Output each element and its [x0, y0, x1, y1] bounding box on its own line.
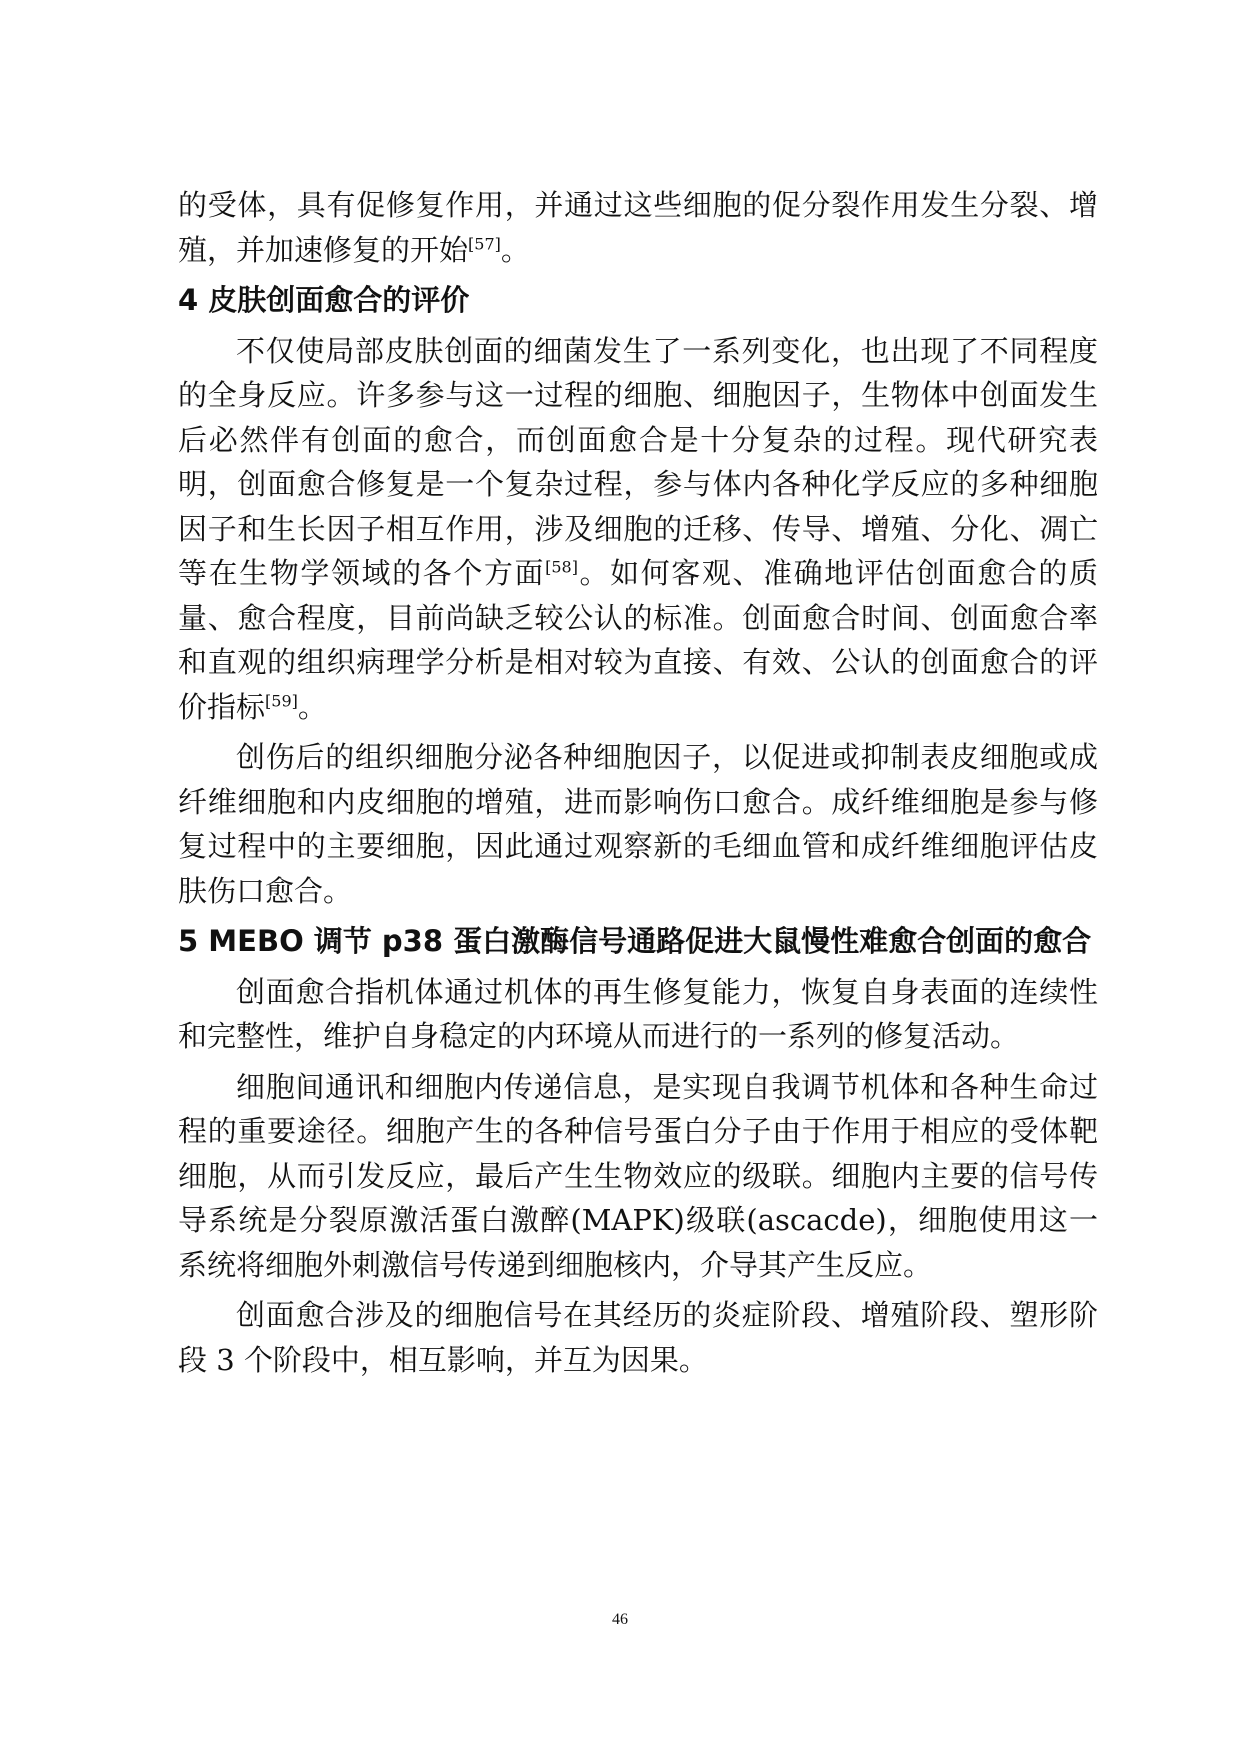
citation-58: [58] — [545, 557, 578, 577]
page-body — [178, 183, 1098, 1388]
citation-59: [59] — [265, 690, 298, 710]
page-number: 46 — [612, 1611, 628, 1628]
citation-57: [57] — [468, 233, 501, 253]
paragraph-fibroblast: 创伤后的组织细胞分泌各种细胞因子，以促进或抑制表皮细胞或成纤维细胞和内皮细胞的增殖，进而影响伤口愈合。成纤维细胞是参与修复过程中的主要细胞，因此通过观察新的毛细血管和成纤维细胞评估皮肤伤口愈合。 — [178, 740, 1098, 908]
paragraph-tail: 。 — [500, 232, 530, 267]
paragraph-evaluation — [178, 329, 1098, 730]
section-title: MEBO 调节 p38 蛋白激酶信号通路促进大鼠慢性难愈合创面的愈合 — [208, 924, 1092, 958]
section-title: 皮肤创面愈合的评价 — [208, 283, 470, 317]
paragraph-text: 。如何客观、准确地评估创面愈合的质量、愈合程度，目前尚缺乏较公认的标准。创面愈合时间、创面愈合率和直观的组织病理学分析是相对较为直接、有效、公认的创面愈合的评价指标 — [178, 556, 1098, 724]
paragraph-healing-stages: 创面愈合涉及的细胞信号在其经历的炎症阶段、增殖阶段、塑形阶段 3 个阶段中，相互影响，并互为因果。 — [178, 1298, 1098, 1377]
paragraph-text: 的受体，具有促修复作用，并通过这些细胞的促分裂作用发生分裂、增殖，并加速修复的开始 — [178, 188, 1098, 267]
section-number: 5 — [178, 924, 199, 958]
paragraph-tail: 。 — [297, 689, 327, 724]
section-number: 4 — [178, 283, 199, 317]
paragraph-text: 不仅使局部皮肤创面的细菌发生了一系列变化，也出现了不同程度的全身反应。许多参与这一过程的细胞、细胞因子，生物体中创面发生后必然伴有创面的愈合，而创面愈合是十分复杂的过程。现代研究表明，创面愈合修复是一个复杂过程，参与体内各种化学反应的多种细胞因子和生长因子相互作用，涉及细胞的迁移、传导、增殖、分化、凋亡等在生物学领域的各个方面 — [178, 333, 1098, 590]
section-heading-5 — [178, 919, 1098, 964]
section-heading-4 — [178, 278, 1098, 323]
paragraph-signal-transduction: 细胞间通讯和细胞内传递信息，是实现自我调节机体和各种生命过程的重要途径。细胞产生的各种信号蛋白分子由于作用于相应的受体靶细胞，从而引发反应，最后产生生物效应的级联。细胞内主要的信号传导系统是分裂原激活蛋白激醉(MAPK)级联(ascacde)，细胞使用这一系统将细胞外刺激信号传递到细胞核内，介导其产生反应。 — [178, 1069, 1098, 1282]
paragraph-continued — [178, 183, 1098, 272]
paragraph-wound-healing-definition: 创面愈合指机体通过机体的再生修复能力，恢复自身表面的连续性和完整性，维护自身稳定的内环境从而进行的一系列的修复活动。 — [178, 974, 1098, 1053]
